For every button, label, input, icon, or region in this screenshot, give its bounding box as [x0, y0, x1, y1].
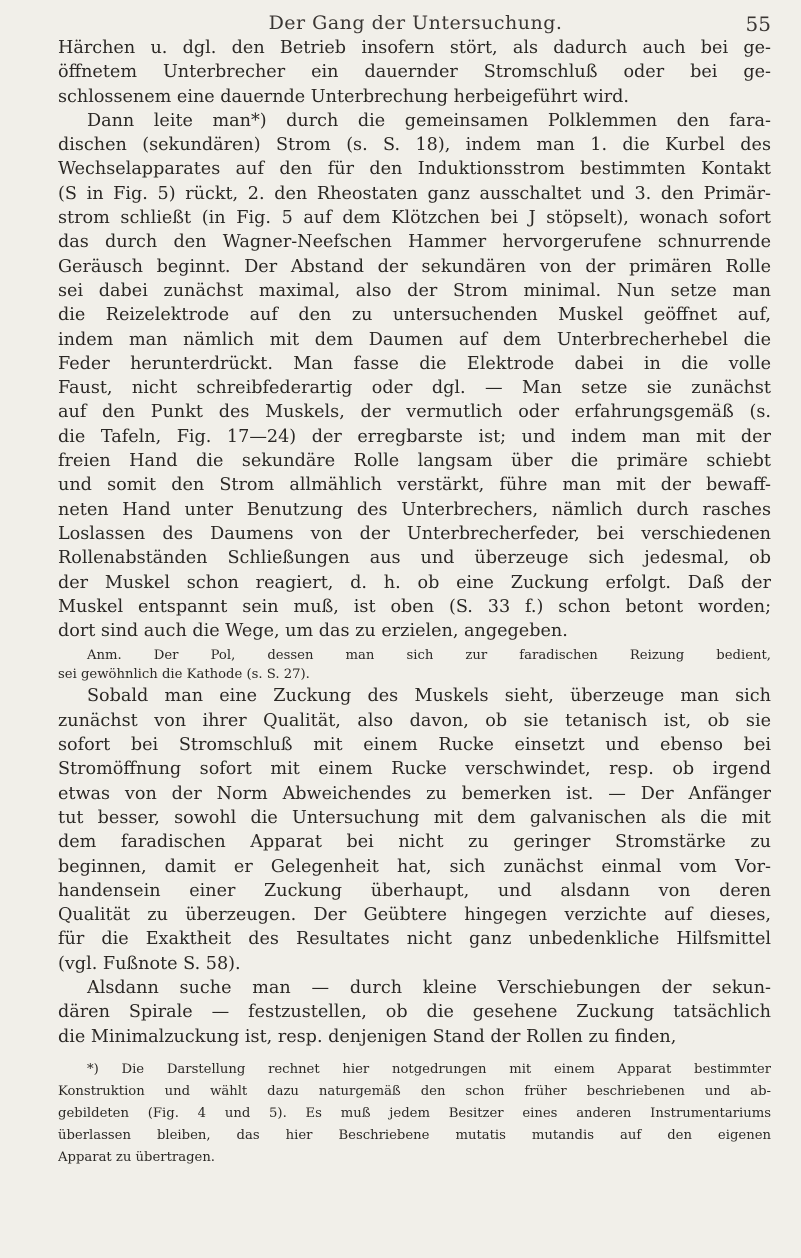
body-text	[58, 36, 771, 1169]
footnote-line: Konstruktion und wählt dazu naturgemäß den schon früher beschriebenen und ab-	[58, 1083, 771, 1099]
running-title: Der Gang der Untersuchung.	[268, 12, 563, 34]
text-line: Feder herunterdrückt. Man fasse die Elektrode dabei in die volle	[58, 353, 771, 374]
text-line: Wechselapparates auf den für den Induktionsstrom bestimmten Kontakt	[58, 159, 771, 180]
text-line: Stromöffnung sofort mit einem Rucke verschwindet, resp. ob irgend	[58, 759, 771, 780]
text-line: (S in Fig. 5) rückt, 2. den Rheostaten ganz ausschaltet und 3. den Primär-	[58, 183, 771, 204]
text-line: die Reizelektrode auf den zu untersuchenden Muskel geöffnet auf,	[58, 305, 771, 326]
text-line: die Minimalzuckung ist, resp. denjenigen Stand der Rollen zu finden,	[58, 1026, 677, 1047]
text-line: das durch den Wagner-Neefschen Hammer hervorgerufene schnurrende	[58, 232, 771, 253]
text-line: die Tafeln, Fig. 17—24) der erregbarste ist; und indem man mit der	[58, 426, 771, 447]
footnote-line: Apparat zu übertragen.	[58, 1149, 216, 1165]
text-line: der Muskel schon reagiert, d. h. ob eine Zuckung erfolgt. Daß der	[58, 572, 771, 593]
text-line: Qualität zu überzeugen. Der Geübtere hingegen verzichte auf dieses,	[58, 905, 771, 926]
footnote	[58, 1059, 771, 1169]
text-line: zunächst von ihrer Qualität, also davon, ob sie tetanisch ist, ob sie	[58, 710, 771, 731]
footnote-line: *) Die Darstellung rechnet hier notgedrungen mit einem Apparat bestimmter	[87, 1061, 771, 1077]
paragraph	[58, 976, 771, 1049]
text-line: etwas von der Norm Abweichendes zu bemerken ist. — Der Anfänger	[58, 783, 771, 804]
text-line: neten Hand unter Benutzung des Unterbrechers, nämlich durch rasches	[58, 499, 771, 520]
text-line: Loslassen des Daumens von der Unterbrecherfeder, bei verschiedenen	[58, 523, 771, 544]
text-line: Anm. Der Pol, dessen man sich zur faradischen Reizung bedient,	[87, 648, 771, 664]
text-line: Dann leite man*) durch die gemeinsamen Polklemmen den fara-	[87, 110, 771, 131]
paragraph	[58, 109, 771, 644]
text-line: indem man nämlich mit dem Daumen auf dem Unterbrecherhebel die	[58, 329, 771, 350]
text-line: dem faradischen Apparat bei nicht zu geringer Stromstärke zu	[58, 832, 771, 853]
text-line: Faust, nicht schreibfederartig oder dgl. — Man setze sie zunächst	[58, 378, 771, 399]
text-line: Muskel entspannt sein muß, ist oben (S. 33 f.) schon betont worden;	[58, 596, 771, 617]
text-line: (vgl. Fußnote S. 58).	[58, 953, 241, 974]
text-line: für die Exaktheit des Resultates nicht ganz unbedenkliche Hilfsmittel	[58, 929, 771, 950]
footnote-line: überlassen bleiben, das hier Beschriebene mutatis mutandis auf den eigenen	[58, 1127, 771, 1143]
text-line: handensein einer Zuckung überhaupt, und alsdann von deren	[58, 880, 771, 901]
text-line: schlossenem eine dauernde Unterbrechung herbeigeführt wird.	[58, 86, 629, 107]
text-line: Härchen u. dgl. den Betrieb insofern stört, als dadurch auch bei ge-	[58, 38, 771, 58]
text-line: auf den Punkt des Muskels, der vermutlich oder erfahrungsgemäß (s.	[58, 402, 771, 423]
text-line: Rollenabständen Schließungen aus und überzeuge sich jedesmal, ob	[58, 548, 771, 569]
paragraph	[58, 36, 771, 109]
text-line: sofort bei Stromschluß mit einem Rucke einsetzt und ebenso bei	[58, 735, 771, 756]
page-number: 55	[745, 12, 771, 36]
text-line: dort sind auch die Wege, um das zu erzielen, angegeben.	[58, 621, 568, 642]
text-line: sei gewöhnlich die Kathode (s. S. 27).	[58, 667, 310, 683]
text-line: Alsdann suche man — durch kleine Verschiebungen der sekun-	[87, 977, 771, 998]
paragraph	[58, 684, 771, 976]
text-line: freien Hand die sekundäre Rolle langsam über die primäre schiebt	[58, 451, 771, 472]
text-line: öffnetem Unterbrecher ein dauernder Stromschluß oder bei ge-	[58, 62, 771, 83]
footnote-line: gebildeten (Fig. 4 und 5). Es muß jedem Besitzer eines anderen Instrumentariums	[58, 1105, 771, 1121]
annotation-note	[58, 646, 771, 684]
text-line: dischen (sekundären) Strom (s. S. 18), indem man 1. die Kurbel des	[58, 135, 771, 156]
text-line: strom schließt (in Fig. 5 auf dem Klötzchen bei J stöpselt), wonach sofort	[58, 208, 771, 229]
text-line: dären Spirale — festzustellen, ob die gesehene Zuckung tatsächlich	[58, 1002, 771, 1023]
text-line: sei dabei zunächst maximal, also der Strom minimal. Nun setze man	[58, 280, 771, 301]
running-head	[60, 8, 771, 38]
text-line: beginnen, damit er Gelegenheit hat, sich zunächst einmal vom Vor-	[58, 856, 771, 877]
text-line: Geräusch beginnt. Der Abstand der sekundären von der primären Rolle	[58, 256, 771, 277]
text-line: und somit den Strom allmählich verstärkt, führe man mit der bewaff-	[58, 475, 771, 496]
text-line: tut besser, sowohl die Untersuchung mit dem galvanischen als die mit	[58, 807, 771, 828]
text-line: Sobald man eine Zuckung des Muskels sieht, überzeuge man sich	[87, 686, 771, 707]
